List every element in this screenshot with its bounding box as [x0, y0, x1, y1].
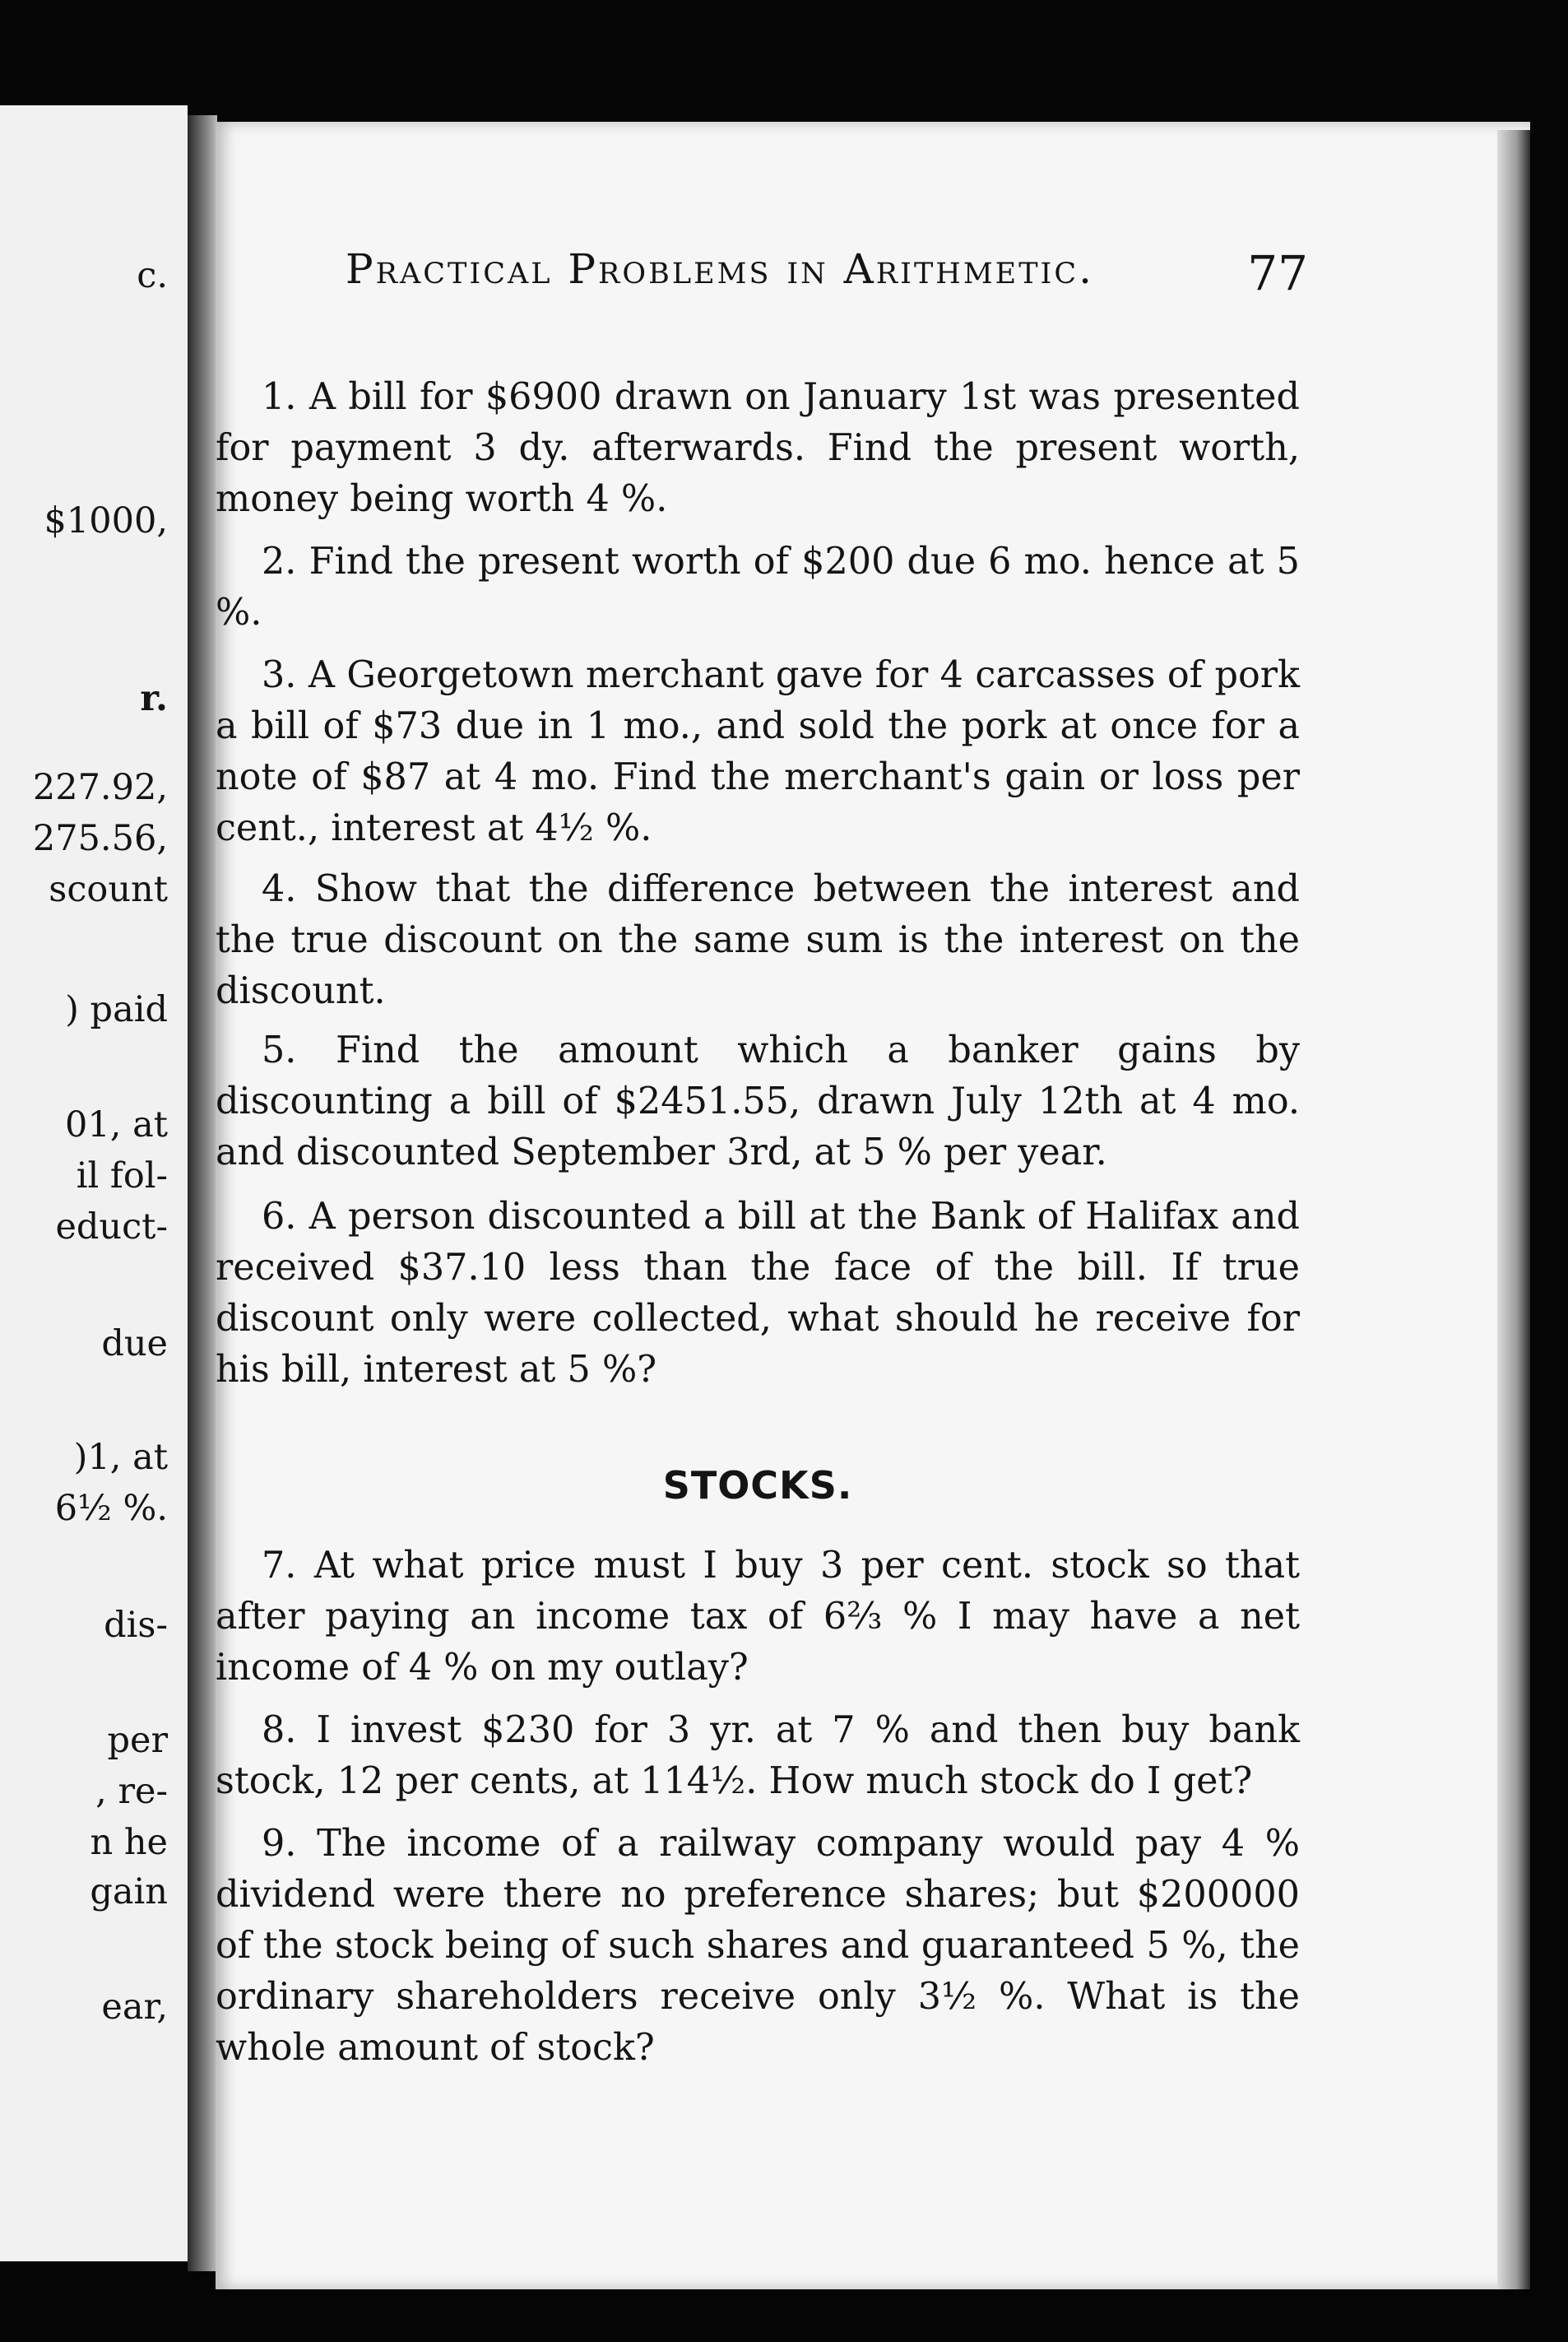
problem-number: 5. [262, 1029, 297, 1071]
left-fragment: $1000, [44, 500, 168, 541]
running-title: Practical Problems in Arithmetic. [346, 245, 1095, 293]
problem-8 [216, 1705, 1300, 1807]
page-edge [1497, 130, 1530, 2289]
problem-number: 2. [262, 541, 297, 583]
problem-9 [216, 1819, 1300, 2074]
section-heading: STOCKS. [662, 1463, 853, 1508]
previous-page-fragment [0, 105, 188, 2261]
left-fragment: scount [49, 869, 168, 910]
left-fragment: per [107, 1720, 168, 1761]
problem-text: I invest $230 for 3 yr. at 7 % and then buy bank stock, 12 per cents, at 114½. How much stock do I get? [216, 1709, 1300, 1802]
left-fragment: ear, [101, 1987, 168, 2028]
problem-text: The income of a railway company would pay 4 % dividend were there no preference shares; but $200000 of the stock being of such shares and guaranteed 5 %, the ordinary shareholders receive only 3½ %. What is the whole amount of stock? [216, 1823, 1300, 2069]
problem-4 [216, 864, 1300, 1017]
left-fragment: )1, at [73, 1437, 168, 1478]
problem-number: 1. [262, 376, 297, 418]
problem-number: 7. [262, 1545, 297, 1587]
left-fragment: , re- [95, 1771, 168, 1812]
problem-5 [216, 1025, 1300, 1178]
book-gutter [188, 115, 217, 2271]
left-fragment: c. [137, 255, 168, 296]
problem-number: 3. [262, 654, 297, 696]
left-fragment: r. [140, 678, 168, 719]
problem-3 [216, 650, 1300, 854]
problem-2 [216, 537, 1300, 639]
problem-text: A Georgetown merchant gave for 4 carcasses of pork a bill of $73 due in 1 mo., and sold the pork at once for a note of $87 at 4 mo. Find the merchant's gain or loss per cent., interest at 4½ %. [216, 654, 1300, 849]
left-fragment: 227.92, [32, 767, 168, 808]
problem-1 [216, 372, 1300, 525]
left-fragment: 275.56, [32, 818, 168, 859]
left-fragment: ) paid [65, 989, 168, 1030]
left-fragment: n he [90, 1822, 168, 1863]
left-fragment: due [101, 1323, 168, 1364]
problem-text: Find the amount which a banker gains by discounting a bill of $2451.55, drawn July 12th at 4 mo. and discounted September 3rd, at 5 % per year. [216, 1029, 1300, 1173]
left-fragment: educt- [55, 1206, 168, 1248]
problem-text: Show that the difference between the interest and the true discount on the same sum is the interest on the discount. [216, 868, 1300, 1012]
problem-number: 8. [262, 1709, 297, 1751]
left-fragment: dis- [104, 1605, 168, 1646]
problem-number: 6. [262, 1196, 297, 1238]
problem-text: At what price must I buy 3 per cent. stock so that after paying an income tax of 6⅔ % I may have a net income of 4 % on my outlay? [216, 1545, 1300, 1689]
problem-6 [216, 1192, 1300, 1396]
problem-number: 9. [262, 1823, 297, 1865]
problem-7 [216, 1540, 1300, 1694]
problem-text: Find the present worth of $200 due 6 mo. hence at 5 %. [216, 541, 1300, 634]
page-number: 77 [1247, 245, 1308, 301]
running-head [346, 245, 1308, 311]
left-fragment: 01, at [65, 1104, 168, 1145]
problem-number: 4. [262, 868, 297, 910]
problem-text: A person discounted a bill at the Bank of Halifax and received $37.10 less than the face of the bill. If true discount only were collected, what should he receive for his bill, interest at 5 %? [216, 1196, 1300, 1391]
left-fragment: gain [90, 1871, 168, 1912]
left-fragment: il fol- [76, 1155, 168, 1197]
left-fragment: 6½ %. [54, 1488, 168, 1529]
problem-text: A bill for $6900 drawn on January 1st was presented for payment 3 dy. afterwards. Find the present worth, money being worth 4 %. [216, 376, 1300, 520]
